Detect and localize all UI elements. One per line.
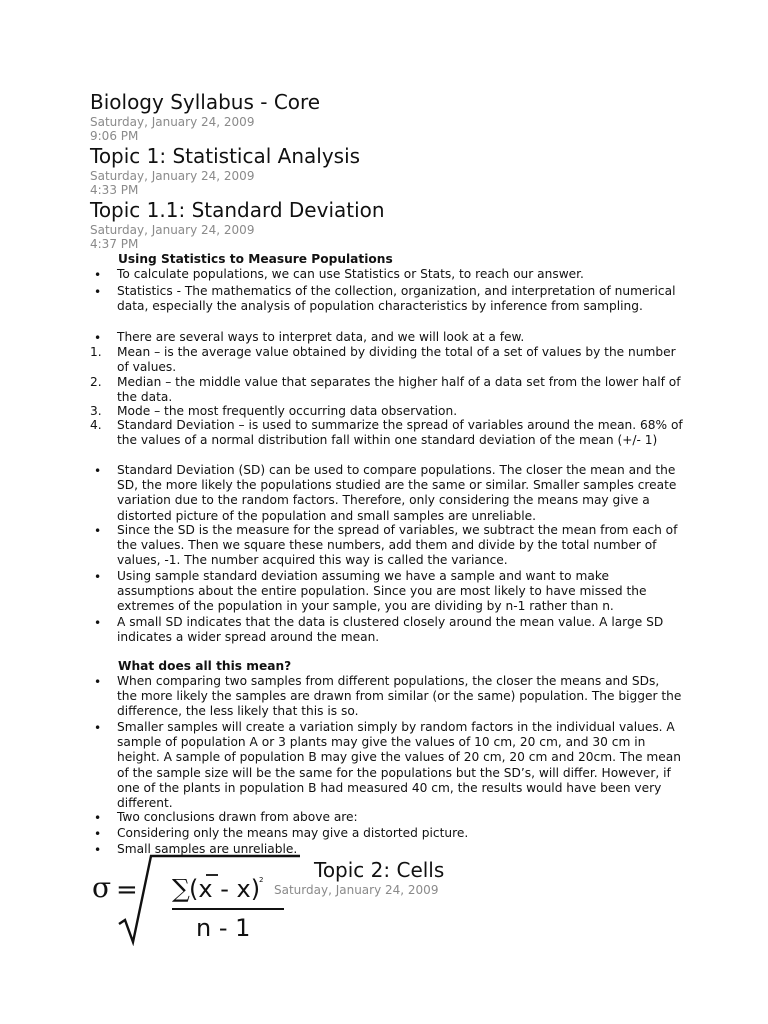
subheading-using-statistics: Using Statistics to Measure Populations [118, 252, 393, 266]
section-date: Saturday, January 24, 2009 [90, 169, 255, 183]
section-title-topic1: Topic 1: Statistical Analysis [90, 144, 361, 168]
section-title-topic1-1: Topic 1.1: Standard Deviation [90, 198, 385, 222]
number-marker: 2. [90, 375, 102, 389]
list-item: A small SD indicates that the data is clustered closely around the mean value. A large SD indicates a wider spread around the mean. [117, 615, 664, 645]
bullet-marker: • [94, 675, 102, 689]
list-item: Statistics - The mathematics of the collection, organization, and interpretation of numerical data, especially the analysis of population characteristics by inference from sampling. [117, 284, 676, 314]
list-item: To calculate populations, we can use Statistics or Stats, to reach our answer. [117, 267, 584, 281]
list-item: Smaller samples will create a variation simply by random factors in the individual values. A sample of population A or 3 plants may give the values of 10 cm, 20 cm, and 30 cm in height. A sample of population B may give the values of 20 cm, 20 cm and 20cm. The mean of the sample size will be the same for the populations but the SD’s, will differ. However, if one of the plants in population B had measured 40 cm, the results would have been very different. [117, 720, 681, 811]
section-time: 4:33 PM [90, 183, 139, 197]
list-item: Two conclusions drawn from above are: [117, 810, 358, 824]
list-item: Mean – is the average value obtained by dividing the total of a set of values by the number of values. [117, 345, 676, 375]
number-marker: 4. [90, 418, 102, 432]
number-marker: 1. [90, 345, 102, 359]
list-item: Standard Deviation – is used to summarize the spread of variables around the mean. 68% of the values of a normal distribution fall within one standard deviation of the mean (+/- 1) [117, 418, 683, 448]
section-time: 4:37 PM [90, 237, 139, 251]
bullet-marker: • [94, 268, 102, 282]
bullet-marker: • [94, 285, 102, 299]
standard-deviation-formula [88, 852, 310, 946]
formula-equals: = [116, 875, 138, 905]
bullet-marker: • [94, 616, 102, 630]
bullet-marker: • [94, 827, 102, 841]
bullet-marker: • [94, 721, 102, 735]
section-time: 9:06 PM [90, 129, 139, 143]
formula-sum: ∑ [172, 874, 190, 903]
bullet-marker: • [94, 570, 102, 584]
formula-exponent: 2 [259, 876, 264, 884]
list-item: Using sample standard deviation assuming we have a sample and want to make assumptions about the entire population. Since you are most likely to have missed the extremes of the population in your sample, you are dividing by n-1 rather than n. [117, 569, 647, 614]
list-item: Small samples are unreliable. [117, 842, 298, 856]
list-item: There are several ways to interpret data, and we will look at a few. [117, 330, 525, 344]
list-item: Median – the middle value that separates the higher half of a data set from the lower half of the data. [117, 375, 681, 405]
number-marker: 3. [90, 404, 102, 418]
formula-sigma: σ [92, 871, 112, 904]
list-item: Since the SD is the measure for the spread of variables, we subtract the mean from each of the values. Then we square these numbers, add them and divide by the total number of values, -1. The number acquired this way is called the variance. [117, 523, 678, 568]
section-date: Saturday, January 24, 2009 [274, 883, 439, 897]
list-item: Mode – the most frequently occurring data observation. [117, 404, 458, 418]
formula-denominator: n - 1 [196, 914, 251, 942]
list-item: When comparing two samples from different populations, the closer the means and SDs, the more likely the samples are drawn from similar (or the same) population. The bigger the difference, the less likely that this is so. [117, 674, 682, 719]
section-title-topic2: Topic 2: Cells [314, 858, 445, 882]
bullet-marker: • [94, 524, 102, 538]
bullet-marker: • [94, 843, 102, 857]
section-title-syllabus: Biology Syllabus - Core [90, 90, 321, 114]
list-item: Considering only the means may give a distorted picture. [117, 826, 469, 840]
bullet-marker: • [94, 464, 102, 478]
bullet-marker: • [94, 331, 102, 345]
formula-numerator: (x - x) [189, 875, 261, 903]
list-item: Standard Deviation (SD) can be used to compare populations. The closer the mean and the SD, the more likely the populations studied are the same or similar. Smaller samples create variation due to the random factors. Therefore, only considering the means may give a distorted picture of the population and small samples are unreliable. [117, 463, 677, 523]
section-date: Saturday, January 24, 2009 [90, 115, 255, 129]
subheading-what-does-this-mean: What does all this mean? [118, 659, 292, 673]
bullet-marker: • [94, 811, 102, 825]
section-date: Saturday, January 24, 2009 [90, 223, 255, 237]
